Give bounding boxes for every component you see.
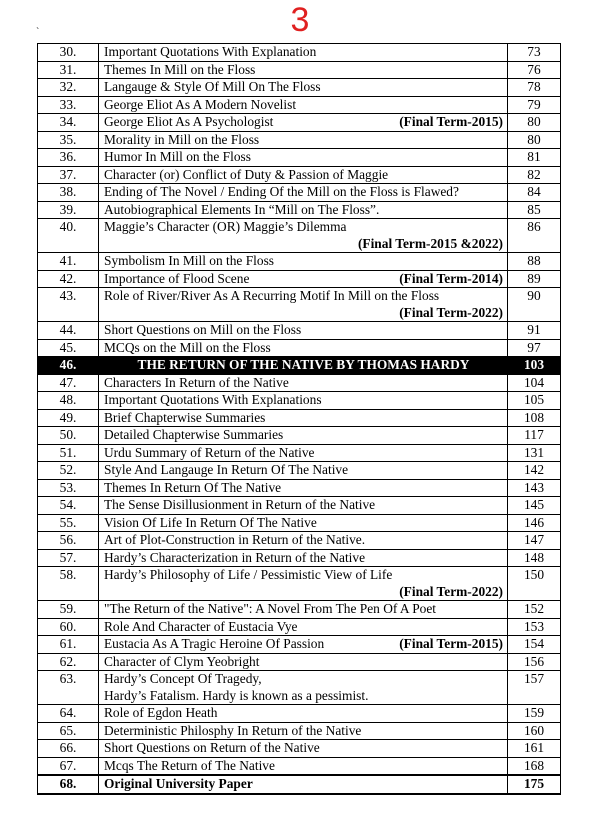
toc-title-cell <box>99 166 508 184</box>
toc-title-cell <box>99 79 508 97</box>
toc-number: 57. <box>38 549 99 567</box>
toc-title-continuation: Hardy’s Fatalism. Hardy is known as a pessimist. <box>104 687 369 703</box>
toc-title-cell <box>99 219 508 253</box>
toc-title: Urdu Summary of Return of the Native <box>104 444 315 460</box>
toc-row <box>38 671 561 705</box>
toc-page-number: 148 <box>508 549 561 567</box>
toc-number: 67. <box>38 757 99 775</box>
toc-page-number: 168 <box>508 757 561 775</box>
toc-title: Humor In Mill on the Floss <box>104 149 251 164</box>
toc-title: Important Quotations With Explanations <box>104 392 322 407</box>
toc-title-cell <box>99 149 508 167</box>
toc-title: MCQs on the Mill on the Floss <box>104 339 271 355</box>
toc-number: 42. <box>38 270 99 288</box>
toc-title: Ending of The Novel / Ending Of the Mill on the Floss is Flawed? <box>104 184 459 199</box>
toc-title: George Eliot As A Psychologist <box>104 114 274 129</box>
toc-title-cell <box>99 618 508 636</box>
toc-page-number: 160 <box>508 722 561 740</box>
toc-row <box>38 253 561 271</box>
toc-title: Brief Chapterwise Summaries <box>104 409 266 425</box>
toc-page-number: 105 <box>508 392 561 410</box>
toc-number: 65. <box>38 722 99 740</box>
toc-number: 35. <box>38 131 99 149</box>
toc-row <box>38 462 561 480</box>
toc-row <box>38 444 561 462</box>
toc-title-cell <box>99 61 508 79</box>
toc-title-cell <box>99 270 508 288</box>
toc-title-cell <box>99 567 508 601</box>
toc-title-cell <box>99 201 508 219</box>
toc-page-number: 78 <box>508 79 561 97</box>
toc-row <box>38 322 561 340</box>
toc-page-number: 152 <box>508 601 561 619</box>
toc-title: THE RETURN OF THE NATIVE BY THOMAS HARDY <box>137 357 470 372</box>
toc-title: Symbolism In Mill on the Floss <box>104 253 275 268</box>
toc-page-number: 82 <box>508 166 561 184</box>
toc-row <box>38 392 561 410</box>
toc-page-number: 88 <box>508 253 561 271</box>
toc-row <box>38 532 561 550</box>
toc-row <box>38 114 561 132</box>
toc-row <box>38 166 561 184</box>
toc-title: "The Return of the Native": A Novel From The Pen Of A Poet <box>104 601 437 616</box>
toc-row <box>38 96 561 114</box>
toc-row <box>38 722 561 740</box>
toc-page-number: 76 <box>508 61 561 79</box>
toc-title: Mcqs The Return of The Native <box>104 757 275 773</box>
toc-page-number: 146 <box>508 514 561 532</box>
toc-title-cell <box>99 253 508 271</box>
toc-page-number: 90 <box>508 288 561 322</box>
toc-title-cell <box>99 636 508 654</box>
toc-title: Short Questions on Mill on the Floss <box>104 322 302 337</box>
toc-title-cell <box>99 114 508 132</box>
toc-row <box>38 757 561 775</box>
exam-term-note: (Final Term-2015 &2022) <box>357 235 503 251</box>
toc-title-cell <box>99 392 508 410</box>
toc-row <box>38 61 561 79</box>
toc-title: Deterministic Philosphy In Return of the Native <box>104 722 362 738</box>
toc-row <box>38 514 561 532</box>
toc-row <box>38 219 561 253</box>
toc-number: 38. <box>38 184 99 202</box>
toc-number: 66. <box>38 740 99 758</box>
toc-title-cell <box>99 427 508 445</box>
toc-title-cell <box>99 740 508 758</box>
toc-row <box>38 427 561 445</box>
toc-body <box>38 44 561 794</box>
toc-number: 47. <box>38 374 99 392</box>
toc-page-number: 117 <box>508 427 561 445</box>
toc-page-number: 86 <box>508 219 561 253</box>
toc-number: 63. <box>38 671 99 705</box>
toc-title: Character of Clym Yeobright <box>104 653 260 669</box>
toc-title-cell <box>99 444 508 462</box>
toc-row <box>38 149 561 167</box>
toc-title-cell <box>99 322 508 340</box>
toc-number: 54. <box>38 497 99 515</box>
toc-title: Eustacia As A Tragic Heroine Of Passion <box>104 636 325 651</box>
toc-number: 51. <box>38 444 99 462</box>
toc-page-number: 80 <box>508 131 561 149</box>
toc-row <box>38 549 561 567</box>
table-of-contents <box>37 43 561 795</box>
toc-number: 31. <box>38 61 99 79</box>
toc-number: 39. <box>38 201 99 219</box>
toc-title: Role of Egdon Heath <box>104 705 218 720</box>
toc-number: 53. <box>38 479 99 497</box>
toc-page-number: 81 <box>508 149 561 167</box>
toc-page-number: 108 <box>508 409 561 427</box>
toc-title: Role And Character of Eustacia Vye <box>104 618 298 634</box>
toc-title-cell <box>99 653 508 671</box>
toc-page-number: 80 <box>508 114 561 132</box>
toc-number: 46. <box>38 357 99 375</box>
toc-number: 37. <box>38 166 99 184</box>
toc-row <box>38 479 561 497</box>
toc-title-cell <box>99 339 508 357</box>
toc-number: 64. <box>38 705 99 723</box>
toc-page-number: 157 <box>508 671 561 705</box>
toc-row <box>38 288 561 322</box>
exam-term-note: (Final Term-2014) <box>399 270 503 286</box>
toc-number: 68. <box>38 775 99 794</box>
toc-number: 62. <box>38 653 99 671</box>
toc-page-number: 103 <box>508 357 561 375</box>
toc-title: Character (or) Conflict of Duty & Passion of Maggie <box>104 166 389 182</box>
toc-title: Role of River/River As A Recurring Motif In Mill on the Floss <box>104 288 440 303</box>
toc-title: Style And Langauge In Return Of The Native <box>104 462 349 477</box>
toc-title-cell <box>99 601 508 619</box>
toc-number: 52. <box>38 462 99 480</box>
toc-number: 58. <box>38 567 99 601</box>
toc-page-number: 145 <box>508 497 561 515</box>
toc-row <box>38 131 561 149</box>
toc-title: Themes In Return Of The Native <box>104 479 282 495</box>
toc-page-number: 153 <box>508 618 561 636</box>
toc-title-cell <box>99 757 508 775</box>
toc-number: 55. <box>38 514 99 532</box>
toc-row <box>38 374 561 392</box>
toc-page-number: 147 <box>508 532 561 550</box>
toc-page-number: 142 <box>508 462 561 480</box>
toc-row <box>38 184 561 202</box>
toc-title-cell <box>99 357 508 375</box>
toc-row <box>38 201 561 219</box>
toc-page-number: 85 <box>508 201 561 219</box>
toc-title-cell <box>99 479 508 497</box>
toc-title: Short Questions on Return of the Native <box>104 740 320 755</box>
toc-number: 61. <box>38 636 99 654</box>
toc-title: Themes In Mill on the Floss <box>104 61 256 77</box>
toc-row <box>38 601 561 619</box>
toc-page-number: 104 <box>508 374 561 392</box>
toc-row <box>38 740 561 758</box>
toc-title: The Sense Disillusionment in Return of the Native <box>104 497 376 512</box>
toc-row <box>38 79 561 97</box>
toc-title-cell <box>99 705 508 723</box>
toc-number: 48. <box>38 392 99 410</box>
toc-row <box>38 497 561 515</box>
toc-title-cell <box>99 44 508 62</box>
toc-number: 33. <box>38 96 99 114</box>
exam-term-note: (Final Term-2015) <box>399 114 503 129</box>
exam-term-note: (Final Term-2022) <box>399 583 503 599</box>
toc-title-cell <box>99 288 508 322</box>
toc-number: 32. <box>38 79 99 97</box>
toc-page-number: 154 <box>508 636 561 654</box>
toc-row <box>38 44 561 62</box>
toc-title-cell <box>99 184 508 202</box>
toc-page-number: 84 <box>508 184 561 202</box>
toc-page-number: 91 <box>508 322 561 340</box>
toc-title: Hardy’s Philosophy of Life / Pessimistic View of Life <box>104 567 393 582</box>
toc-row <box>38 357 561 375</box>
toc-row <box>38 775 561 794</box>
toc-title: Morality in Mill on the Floss <box>104 131 260 147</box>
toc-title: Detailed Chapterwise Summaries <box>104 427 284 442</box>
toc-number: 40. <box>38 219 99 253</box>
toc-number: 59. <box>38 601 99 619</box>
toc-title-cell <box>99 775 508 794</box>
toc-title-cell <box>99 462 508 480</box>
toc-title: Art of Plot-Construction in Return of the Native. <box>104 532 366 547</box>
toc-page-number: 156 <box>508 653 561 671</box>
toc-title: Importance of Flood Scene <box>104 270 250 286</box>
toc-title-cell <box>99 549 508 567</box>
toc-title: Important Quotations With Explanation <box>104 44 317 59</box>
toc-row <box>38 409 561 427</box>
toc-title: Hardy’s Concept Of Tragedy, <box>104 671 262 686</box>
toc-page-number: 131 <box>508 444 561 462</box>
toc-number: 44. <box>38 322 99 340</box>
toc-number: 41. <box>38 253 99 271</box>
toc-title-cell <box>99 532 508 550</box>
toc-title-cell <box>99 131 508 149</box>
toc-title: Characters In Return of the Native <box>104 374 289 390</box>
toc-page-number: 89 <box>508 270 561 288</box>
toc-number: 30. <box>38 44 99 62</box>
toc-page-number: 73 <box>508 44 561 62</box>
toc-title-cell <box>99 671 508 705</box>
toc-title-cell <box>99 722 508 740</box>
page-number: 3 <box>290 1 310 39</box>
toc-title: Langauge & Style Of Mill On The Floss <box>104 79 321 94</box>
exam-term-note: (Final Term-2015) <box>399 636 503 651</box>
toc-title: Vision Of Life In Return Of The Native <box>104 514 317 530</box>
toc-row <box>38 653 561 671</box>
toc-page-number: 161 <box>508 740 561 758</box>
toc-title: Autobiographical Elements In “Mill on The Floss”. <box>104 201 380 217</box>
toc-number: 45. <box>38 339 99 357</box>
toc-number: 34. <box>38 114 99 132</box>
toc-number: 56. <box>38 532 99 550</box>
toc-page-number: 143 <box>508 479 561 497</box>
toc-title-cell <box>99 497 508 515</box>
toc-row <box>38 567 561 601</box>
toc-page-number: 97 <box>508 339 561 357</box>
toc-number: 36. <box>38 149 99 167</box>
toc-number: 49. <box>38 409 99 427</box>
toc-page-number: 159 <box>508 705 561 723</box>
toc-number: 50. <box>38 427 99 445</box>
toc-title: Original University Paper <box>104 776 253 791</box>
toc-row <box>38 270 561 288</box>
toc-title-cell <box>99 514 508 532</box>
corner-mark: ` <box>36 27 40 38</box>
toc-number: 43. <box>38 288 99 322</box>
toc-title: Hardy’s Characterization in Return of the Native <box>104 549 366 565</box>
toc-title-cell <box>99 96 508 114</box>
toc-page-number: 150 <box>508 567 561 601</box>
toc-title-cell <box>99 374 508 392</box>
toc-page-number: 175 <box>508 775 561 794</box>
toc-title: Maggie’s Character (OR) Maggie’s Dilemma <box>104 219 347 234</box>
toc-number: 60. <box>38 618 99 636</box>
toc-row <box>38 705 561 723</box>
toc-title-cell <box>99 409 508 427</box>
toc-page-number: 79 <box>508 96 561 114</box>
exam-term-note: (Final Term-2022) <box>399 304 503 320</box>
toc-row <box>38 636 561 654</box>
toc-row <box>38 618 561 636</box>
toc-title: George Eliot As A Modern Novelist <box>104 96 297 112</box>
toc-row <box>38 339 561 357</box>
